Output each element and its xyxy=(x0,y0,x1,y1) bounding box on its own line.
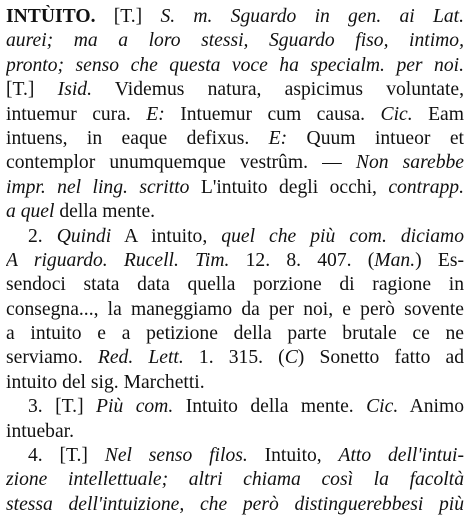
entry-text: Videmus natura, aspicimus voluntate, xyxy=(91,79,464,101)
entry-line xyxy=(6,395,464,419)
entry-line xyxy=(6,103,464,127)
entry-text: Intuito della mente. xyxy=(173,396,367,418)
italic-text: A riguardo. Rucell. Tim. xyxy=(6,249,230,271)
entry-line xyxy=(6,322,464,346)
entry-line xyxy=(6,346,464,370)
entry-text: intuebar. xyxy=(6,420,75,442)
italic-text: Cic. xyxy=(380,103,413,125)
entry-text: ) Es- xyxy=(415,249,464,271)
entry-text: Intuemur cum causa. xyxy=(164,103,381,125)
italic-text: Più com. xyxy=(96,396,174,418)
italic-text: a quel xyxy=(6,201,55,223)
entry-text: ) Sonetto fatto ad xyxy=(297,347,464,369)
dictionary-entry xyxy=(6,5,464,517)
entry-line xyxy=(6,444,464,468)
italic-text: Atto dell'intui- xyxy=(338,445,464,467)
italic-text: Red. Lett. xyxy=(97,347,184,369)
entry-line xyxy=(6,176,464,200)
entry-text: serviamo. xyxy=(6,347,98,369)
entry-line xyxy=(6,225,464,249)
italic-text: Man. xyxy=(374,249,416,271)
entry-text: intuito del sig. Marchetti. xyxy=(6,371,205,393)
italic-text: Nel senso filos. xyxy=(104,445,248,467)
entry-line xyxy=(6,420,464,444)
entry-text: Quum intueor et xyxy=(287,127,464,149)
entry-text: 4. [T.] xyxy=(28,445,105,467)
entry-line xyxy=(6,371,464,395)
italic-text: aurei; ma a loro stessi, Sguardo fiso, intimo, xyxy=(6,30,464,52)
entry-line xyxy=(6,127,464,151)
entry-text: L'intuito degli occhi, xyxy=(189,176,389,198)
entry-text: intuens, in eaque defixus. xyxy=(6,127,269,149)
italic-text: C xyxy=(284,347,298,369)
entry-line xyxy=(6,200,464,224)
italic-text: impr. nel ling. scritto xyxy=(6,176,190,198)
entry-text: 1. 315. ( xyxy=(183,347,285,369)
italic-text: Isid. xyxy=(57,79,92,101)
entry-text: a intuito e a petizione della parte brutale ce ne xyxy=(6,323,464,345)
italic-text: contrapp. xyxy=(388,176,464,198)
entry-text: intuemur cura. xyxy=(6,103,147,125)
entry-line xyxy=(6,151,464,175)
entry-text: contemplor unumquemque vestrûm. — xyxy=(6,152,356,174)
entry-text: della mente. xyxy=(54,201,156,223)
entry-text: Eam xyxy=(412,103,464,125)
entry-line xyxy=(6,54,464,78)
italic-text: stessa dell'intuizione, che però distinguerebbesi più xyxy=(6,493,464,515)
entry-line xyxy=(6,29,464,53)
italic-text: S. m. Sguardo in gen. ai Lat. xyxy=(160,6,464,27)
entry-text: [T.] xyxy=(95,6,161,27)
italic-text: quel che più com. diciamo xyxy=(221,225,464,247)
headword: INTÙITO. xyxy=(6,6,96,27)
italic-text: pronto; senso che questa voce ha specialm. per noi. xyxy=(6,54,464,76)
italic-text: E: xyxy=(268,127,288,149)
entry-text: Intuito, xyxy=(247,445,339,467)
entry-line xyxy=(6,5,464,29)
entry-line xyxy=(6,468,464,492)
entry-text: sendoci stata data quella porzione di ragione in xyxy=(6,274,464,296)
entry-text: 2. xyxy=(28,225,57,247)
entry-text: A intuito, xyxy=(111,225,222,247)
italic-text: E: xyxy=(146,103,165,125)
italic-text: Cic. xyxy=(366,396,399,418)
entry-text: consegna..., la maneggiamo da per noi, e però sovente xyxy=(6,298,464,320)
italic-text: Non sarebbe xyxy=(355,152,464,174)
entry-text: 12. 8. 407. ( xyxy=(229,249,375,271)
italic-text: zione intellettuale; altri chiama così la facoltà xyxy=(6,469,464,491)
entry-text: 3. [T.] xyxy=(28,396,97,418)
entry-line xyxy=(6,249,464,273)
entry-text: Animo xyxy=(398,396,464,418)
entry-text: [T.] xyxy=(6,79,58,101)
entry-line xyxy=(6,273,464,297)
entry-line xyxy=(6,493,464,517)
entry-line xyxy=(6,298,464,322)
italic-text: Quindi xyxy=(56,225,112,247)
entry-line xyxy=(6,78,464,102)
